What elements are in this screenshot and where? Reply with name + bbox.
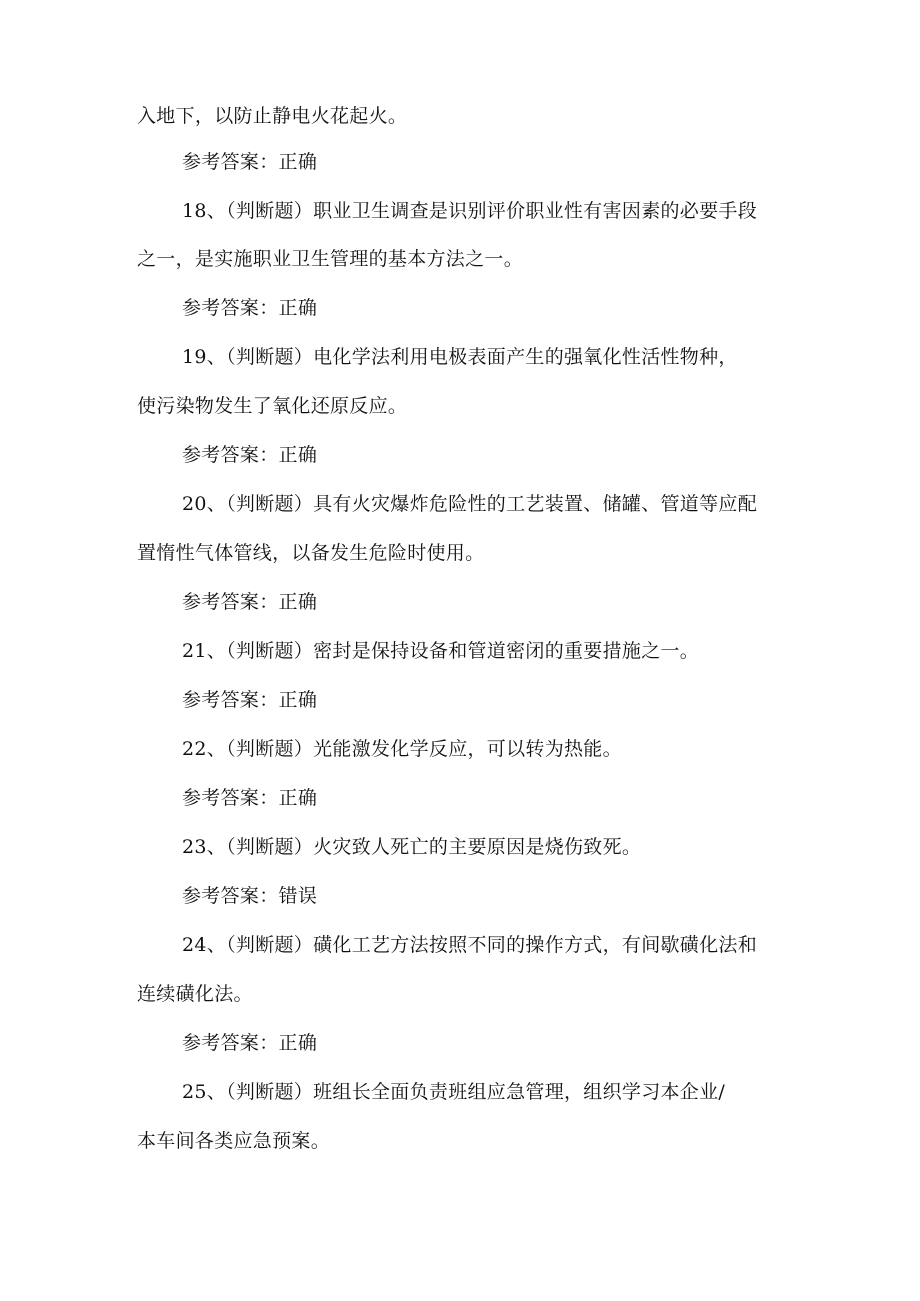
question-type: （判断题） — [226, 738, 314, 760]
answer-label: 参考答案： — [182, 787, 279, 809]
question-number: 18 — [182, 200, 207, 222]
question-text: 密封是保持设备和管道密闭的重要措施之一。 — [313, 640, 700, 662]
answer-value: 错误 — [278, 885, 318, 907]
answer-value: 正确 — [278, 297, 318, 319]
question-text: 职业卫生调查是识别评价职业性有害因素的必要手段 — [313, 200, 758, 222]
question-number: 22 — [182, 738, 207, 760]
answer-23 — [182, 883, 317, 909]
question-text-cont: 本车间各类应急预案。 — [137, 1130, 331, 1152]
answer-label: 参考答案： — [182, 885, 279, 907]
question-22-line1: 22、（判断题）光能激发化学反应，可以转为热能。 — [182, 738, 622, 760]
question-25-line2 — [137, 1128, 330, 1154]
question-18-line2 — [137, 246, 523, 272]
answer-label: 参考答案： — [182, 689, 279, 711]
question-24-line2 — [137, 981, 253, 1007]
answer-label: 参考答案： — [182, 444, 279, 466]
question-text: 班组长全面负责班组应急管理，组织学习本企业/ — [313, 1081, 726, 1103]
answer-17 — [182, 149, 317, 175]
answer-value: 正确 — [278, 689, 318, 711]
answer-value: 正确 — [278, 591, 318, 613]
question-number: 21 — [182, 640, 207, 662]
question-text-cont: 置惰性气体管线，以备发生危险时使用。 — [137, 542, 485, 564]
question-type: （判断题） — [226, 934, 314, 956]
question-19-line2 — [137, 393, 407, 419]
question-text: 火灾致人死亡的主要原因是烧伤致死。 — [313, 836, 642, 858]
answer-value: 正确 — [278, 1032, 318, 1054]
question-type: （判断题） — [226, 640, 314, 662]
question-24-line1: 24、（判断题）磺化工艺方法按照不同的操作方式，有间歇磺化法和 — [182, 934, 758, 956]
question-number: 19 — [182, 346, 207, 368]
question-19-line1: 19、（判断题）电化学法利用电极表面产生的强氧化性活性物种， — [182, 346, 738, 368]
answer-value: 正确 — [278, 151, 318, 173]
question-number: 25 — [182, 1081, 207, 1103]
question-21-line1: 21、（判断题）密封是保持设备和管道密闭的重要措施之一。 — [182, 640, 700, 662]
question-type: （判断题） — [226, 836, 314, 858]
question-20-line2 — [137, 540, 484, 566]
question-text: 具有火灾爆炸危险性的工艺装置、储罐、管道等应配 — [313, 493, 758, 515]
answer-20 — [182, 589, 317, 615]
question-text: 电化学法利用电极表面产生的强氧化性活性物种， — [313, 346, 738, 368]
question-text-cont: 之一，是实施职业卫生管理的基本方法之一。 — [137, 248, 524, 270]
question-20-line1: 20、（判断题）具有火灾爆炸危险性的工艺装置、储罐、管道等应配 — [182, 493, 758, 515]
answer-label: 参考答案： — [182, 1032, 279, 1054]
question-text: 光能激发化学反应，可以转为热能。 — [313, 738, 622, 760]
continuation-text — [137, 103, 407, 129]
answer-value: 正确 — [278, 787, 318, 809]
answer-19 — [182, 442, 317, 468]
question-number: 23 — [182, 836, 207, 858]
answer-21 — [182, 687, 317, 713]
question-23-line1: 23、（判断题）火灾致人死亡的主要原因是烧伤致死。 — [182, 836, 642, 858]
question-number: 20 — [182, 493, 207, 515]
answer-value: 正确 — [278, 444, 318, 466]
question-type: （判断题） — [226, 200, 314, 222]
answer-label: 参考答案： — [182, 297, 279, 319]
question-text: 磺化工艺方法按照不同的操作方式，有间歇磺化法和 — [313, 934, 758, 956]
answer-label: 参考答案： — [182, 591, 279, 613]
question-type: （判断题） — [226, 346, 314, 368]
question-type: （判断题） — [226, 493, 314, 515]
answer-22 — [182, 785, 317, 811]
question-type: （判断题） — [226, 1081, 314, 1103]
question-18-line1: 18、（判断题）职业卫生调查是识别评价职业性有害因素的必要手段 — [182, 200, 758, 222]
question-text-cont: 使污染物发生了氧化还原反应。 — [137, 395, 408, 417]
answer-18 — [182, 295, 317, 321]
continuation-line: 入地下，以防止静电火花起火。 — [137, 105, 408, 127]
answer-label: 参考答案： — [182, 151, 279, 173]
question-number: 24 — [182, 934, 207, 956]
question-25-line1: 25、（判断题）班组长全面负责班组应急管理，组织学习本企业/ — [182, 1081, 726, 1103]
question-text-cont: 连续磺化法。 — [137, 983, 253, 1005]
answer-24 — [182, 1030, 317, 1056]
